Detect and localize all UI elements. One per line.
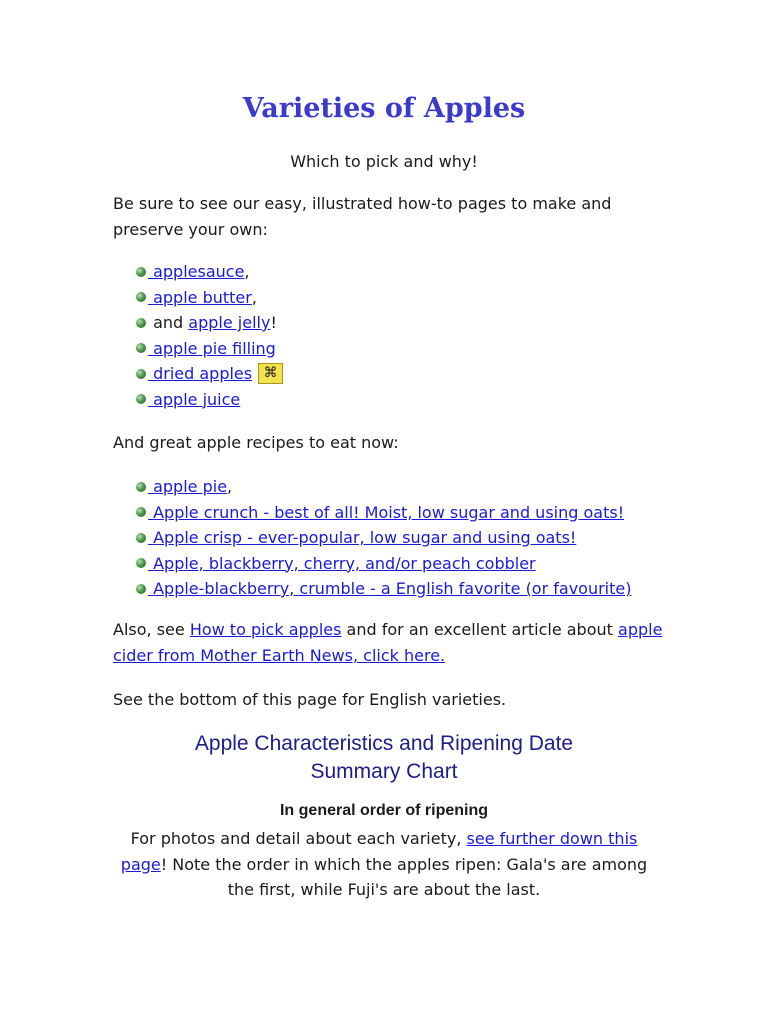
cobbler-link[interactable]: Apple, blackberry, cherry, and/or peach cobbler xyxy=(153,553,536,573)
see-further-down-link[interactable]: see further down this page xyxy=(120,829,638,874)
page-title: Varieties of Apples xyxy=(242,93,526,124)
crumble-link[interactable]: Apple-blackberry, crumble - a English favorite (or favourite) xyxy=(153,579,632,598)
green-bullet-icon xyxy=(136,533,146,543)
list-item: applesauce , xyxy=(136,259,283,285)
list-item xyxy=(136,500,631,526)
green-bullet-icon xyxy=(136,343,146,353)
subtitle: Which to pick and why! xyxy=(290,152,478,171)
list-item xyxy=(136,551,631,577)
apple-jelly-link[interactable]: apple jelly xyxy=(188,313,271,332)
new-badge-icon[interactable]: ⌘ xyxy=(258,363,283,384)
apple-pie-filling-link[interactable]: apple pie filling xyxy=(153,338,276,358)
order-paragraph: For photos and detail about each variety, see further down this page! Note the order in which the apples ripen: Gala's are among the first, while Fuji's are about the last. xyxy=(120,829,648,899)
list-item: apple pie , xyxy=(136,474,631,500)
green-bullet-icon xyxy=(136,394,146,404)
intro-text: Be sure to see our easy, illustrated how-to pages to make and preserve your own: xyxy=(113,194,612,239)
list-item xyxy=(136,361,283,387)
applesauce-link[interactable]: applesauce xyxy=(153,262,245,281)
green-bullet-icon xyxy=(136,267,146,277)
dried-apples-link[interactable]: dried apples xyxy=(153,364,253,383)
green-bullet-icon xyxy=(136,507,146,517)
green-bullet-icon xyxy=(136,482,146,492)
list-item xyxy=(136,387,283,413)
also-see-paragraph: Also, see How to pick apples and for an excellent article about apple cider from Mother Earth News, click here. xyxy=(113,620,663,665)
and-text: and xyxy=(153,313,184,332)
list-item xyxy=(136,336,283,362)
chart-heading: Apple Characteristics and Ripening Date Summary Chart xyxy=(194,732,574,783)
list-item xyxy=(136,576,631,602)
green-bullet-icon xyxy=(136,318,146,328)
recipes-intro: And great apple recipes to eat now: xyxy=(113,433,399,452)
apple-crisp-link[interactable]: Apple crisp - ever-popular, low sugar and using oats! xyxy=(153,528,577,547)
apple-juice-link[interactable]: apple juice xyxy=(153,389,241,409)
green-bullet-icon xyxy=(136,584,146,594)
recipes-list xyxy=(136,474,631,602)
apple-butter-link[interactable]: apple butter xyxy=(153,287,252,307)
green-bullet-icon xyxy=(136,558,146,568)
green-bullet-icon xyxy=(136,369,146,379)
how-to-pick-apples-link[interactable]: How to pick apples xyxy=(189,620,342,639)
apple-crunch-link[interactable]: Apple crunch - best of all! Moist, low sugar and using oats! xyxy=(153,502,625,522)
list-item xyxy=(136,525,631,551)
preserve-list xyxy=(136,259,283,412)
list-item: apple butter , xyxy=(136,285,283,311)
order-heading: In general order of ripening xyxy=(279,802,489,819)
list-item: and apple jelly ! xyxy=(136,310,283,336)
green-bullet-icon xyxy=(136,292,146,302)
english-varieties-note: See the bottom of this page for English varieties. xyxy=(113,690,507,709)
apple-cider-link[interactable]: apple cider from Mother Earth News, click here. xyxy=(113,620,663,665)
apple-pie-link[interactable]: apple pie xyxy=(153,477,228,496)
